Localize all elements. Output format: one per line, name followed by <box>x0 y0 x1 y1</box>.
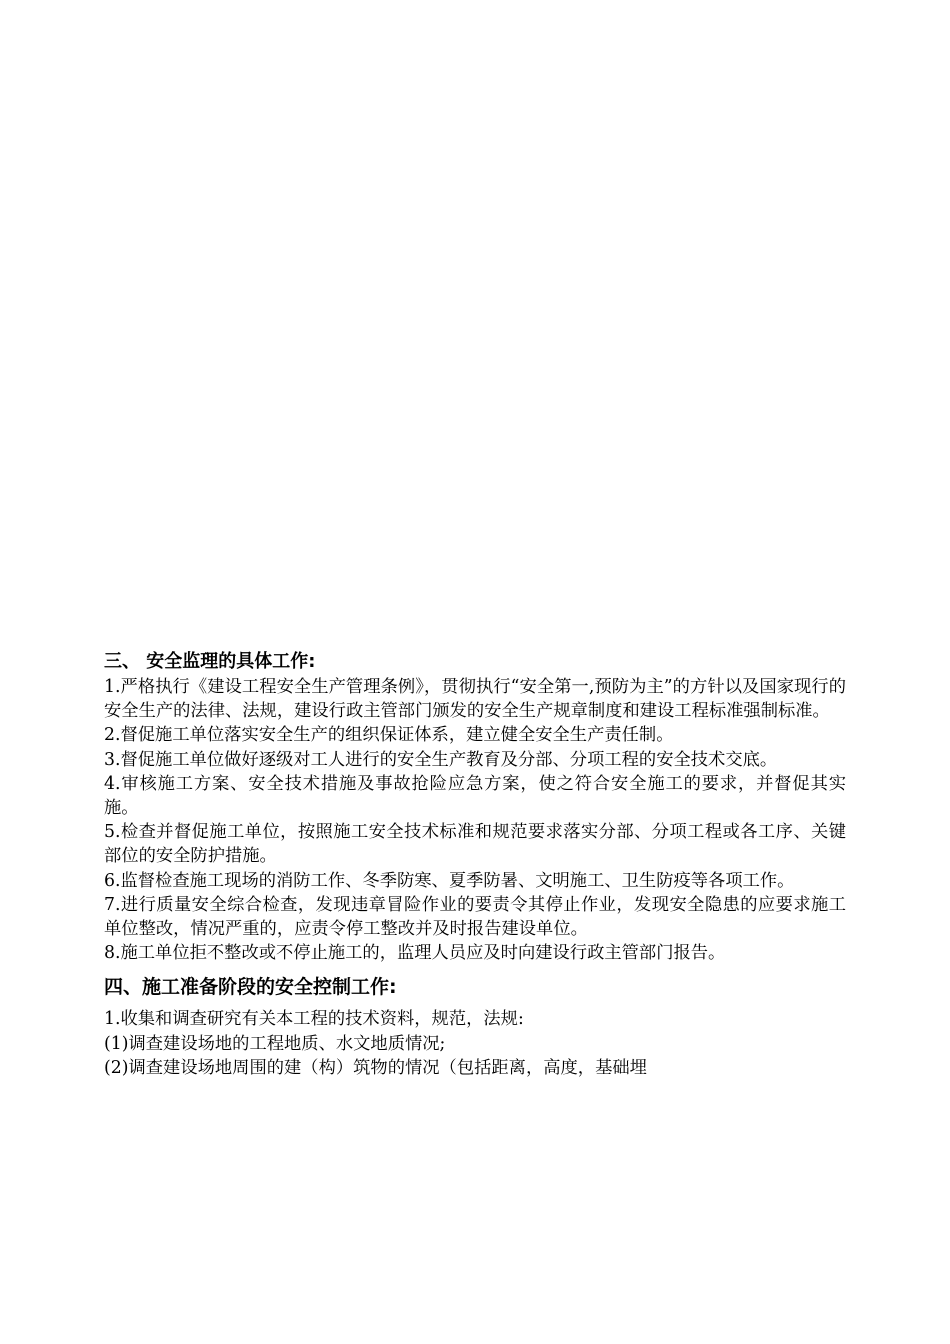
section-3-item-4: 4.审核施工方案、安全技术措施及事故抢险应急方案，使之符合安全施工的要求，并督促其实施。 <box>104 773 846 819</box>
section-4-heading: 四、施工准备阶段的安全控制工作: <box>104 976 397 999</box>
section-3-item-6: 6.监督检查施工现场的消防工作、冬季防寒、夏季防暑、文明施工、卫生防疫等各项工作。 <box>104 870 795 891</box>
document-body <box>104 648 846 1080</box>
section-3-item-2: 2.督促施工单位落实安全生产的组织保证体系，建立健全安全生产责任制。 <box>104 725 674 746</box>
section-4-subitem-1: (1)调查建设场地的工程地质、水文地质情况; <box>104 1033 446 1054</box>
section-3-item-3: 3.督促施工单位做好逐级对工人进行的安全生产教育及分部、分项工程的安全技术交底。 <box>104 749 778 770</box>
section-4-subitem-2: (2)调查建设场地周围的建（构）筑物的情况（包括距离，高度，基础埋 <box>104 1057 647 1078</box>
section-4-item-1: 1.收集和调查研究有关本工程的技术资料，规范，法规: <box>104 1009 524 1030</box>
section-3-item-7: 7.进行质量安全综合检查，发现违章冒险作业的要责令其停止作业，发现安全隐患的应要求施工单位整改，情况严重的，应责令停工整改并及时报告建设单位。 <box>104 894 846 940</box>
section-3-item-8: 8.施工单位拒不整改或不停止施工的，监理人员应及时向建设行政主管部门报告。 <box>104 943 726 964</box>
section-3-item-5: 5.检查并督促施工单位，按照施工安全技术标准和规范要求落实分部、分项工程或各工序、关键部位的安全防护措施。 <box>104 822 846 867</box>
section-3-heading: 三、 安全监理的具体工作: <box>104 651 316 672</box>
section-3-item-1: 1.严格执行《建设工程安全生产管理条例》，贯彻执行“安全第一,预防为主”的方针以及国家现行的安全生产的法律、法规，建设行政主管部门颁发的安全生产规章制度和建设工程标准强制标准。 <box>104 677 846 722</box>
